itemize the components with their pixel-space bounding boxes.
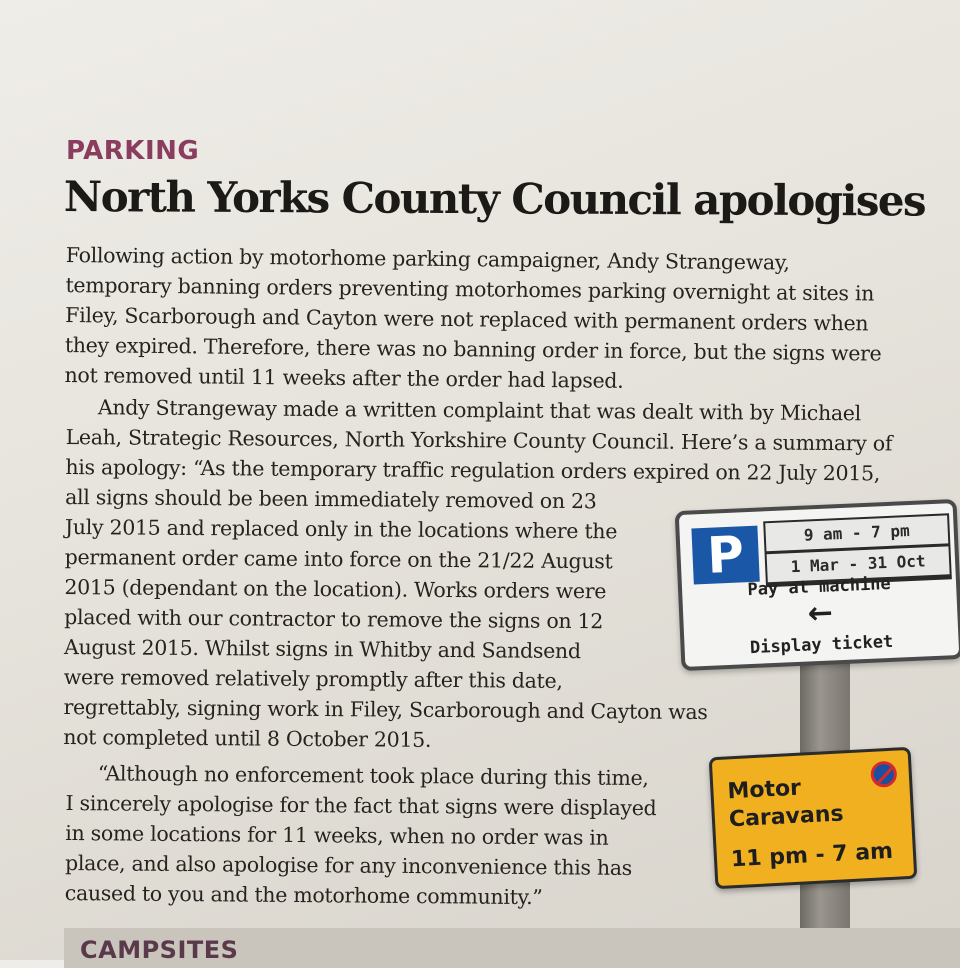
display-ticket: Display ticket [749,631,894,659]
text-line: they expired. Therefore, there was no banning order in force, but the signs were [64,332,882,366]
text-line: I sincerely apologise for the fact that signs were displayed [65,790,657,821]
text-line: not removed until 11 weeks after the order had lapsed. [64,362,624,393]
motor-sign-line1: Motor [726,775,802,805]
text-line: Leah, Strategic Resources, North Yorkshire County Council. Here’s a summary of [65,424,893,456]
text-line: Filey, Scarborough and Cayton were not replaced with permanent orders when [65,302,869,336]
text-line: July 2015 and replaced only in the locations where the [64,514,618,544]
text-line: were removed relatively promptly after this date, [63,664,563,693]
motor-caravans-sign [709,747,918,889]
parking-symbol: P [691,526,759,585]
text-line: 2015 (dependant on the location). Works orders were [64,574,607,604]
text-line: permanent order came into force on the 21/22 August [64,544,613,574]
next-section-label: CAMPSITES [80,936,239,964]
text-line: “Although no enforcement took place during this time, [97,761,649,791]
pay-instruction: Pay at machine [747,573,892,601]
text-line: his apology: “As the temporary traffic regulation orders expired on 22 July 2015, [65,454,881,486]
text-line: temporary banning orders preventing motorhomes parking overnight at sites in [65,272,875,306]
paragraph-1 [64,240,946,399]
parking-sign [675,499,960,671]
parking-hours: 9 am - 7 pm [765,515,948,551]
motor-sign-hours: 11 pm - 7 am [730,838,894,873]
paragraph-3 [65,758,726,914]
section-label: PARKING [66,136,200,166]
text-line: place, and also apologise for any inconvenience this has [64,850,633,880]
text-line: not completed until 8 October 2015. [63,724,432,752]
text-line: regrettably, signing work in Filey, Scarborough and Cayton was [63,694,708,725]
headline: North Yorks County Council apologises [63,172,926,226]
text-line: all signs should be been immediately removed on 23 [65,484,597,514]
text-line: Andy Strangeway made a written complaint that was dealt with by Michael [97,395,862,426]
parking-dates: 1 Mar - 31 Oct [767,546,950,582]
motor-sign-line2: Caravans [728,801,845,833]
text-line: placed with our contractor to remove the signs on 12 [64,604,604,634]
text-line: Following action by motorhome parking campaigner, Andy Strangeway, [65,242,790,275]
text-line: caused to you and the motorhome community.” [64,880,543,910]
text-line: August 2015. Whilst signs in Whitby and Sandsend [63,634,581,664]
left-arrow-icon: ← [806,595,834,632]
text-line: in some locations for 11 weeks, when no order was in [65,820,609,850]
no-stopping-icon [870,761,897,788]
